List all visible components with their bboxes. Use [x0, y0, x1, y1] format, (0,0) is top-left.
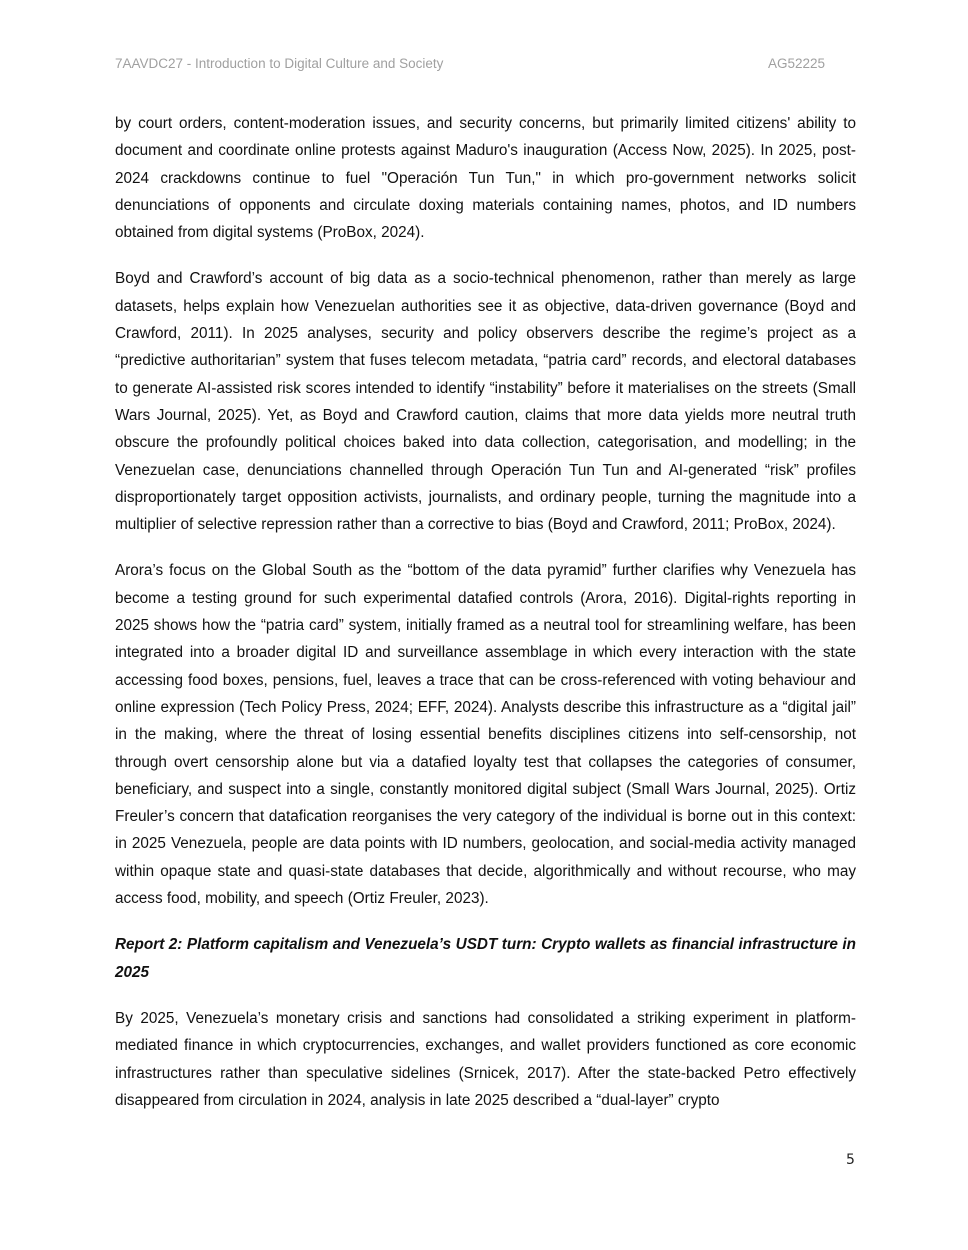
paragraph-continuation: by court orders, content-moderation issues, and security concerns, but primarily limited citizens' ability to document and coordinate online protests against Maduro's inauguration (Access Now, 2025). In 2025, post-2024 crackdowns continue to fuel "Operación Tun Tun," in which pro-government networks solicit denunciations of opponents and circulate doxing materials containing names, photos, and ID numbers obtained from digital systems (ProBox, 2024).	[115, 115, 856, 242]
header-student-id: AG52225	[768, 56, 826, 71]
section-heading-report-2: Report 2: Platform capitalism and Venezuela’s USDT turn: Crypto wallets as financial infrastructure in 2025	[115, 936, 856, 981]
paragraph-boyd-crawford: Boyd and Crawford’s account of big data as a socio-technical phenomenon, rather than merely as large datasets, helps explain how Venezuelan authorities see it as objective, data-driven governance (Boyd and Crawford, 2011). In 2025 analyses, security and policy observers describe the regime’s project as a “predictive authoritarian” system that fuses telecom metadata, “patria card” records, and electoral databases to generate AI-assisted risk scores intended to identify “instability” before it materialises on the streets (Small Wars Journal, 2025). Yet, as Boyd and Crawford caution, claims that more data yields more neutral truth obscure the profoundly political choices baked into data collection, categorisation, and modelling; in the Venezuelan case, denunciations channelled through Operación Tun Tun and AI-generated “risk” profiles disproportionately target opposition activists, journalists, and ordinary people, turning the magnitude into a multiplier of selective repression rather than a corrective to bias (Boyd and Crawford, 2011; ProBox, 2024).	[115, 270, 856, 534]
header-course-title: 7AAVDC27 - Introduction to Digital Culture and Society	[115, 56, 444, 71]
paragraph-report-2-intro: By 2025, Venezuela’s monetary crisis and sanctions had consolidated a striking experiment in platform-mediated finance in which cryptocurrencies, exchanges, and wallet providers functioned as core economic infrastructures rather than speculative sidelines (Srnicek, 2017). After the state-backed Petro effectively disappeared from circulation in 2024, analysis in late 2025 described a “dual-layer” crypto	[115, 1009, 856, 1109]
page-number: 5	[846, 1152, 855, 1168]
paragraph-arora: Arora’s focus on the Global South as the “bottom of the data pyramid” further clarifies why Venezuela has become a testing ground for such experimental datafied controls (Arora, 2016). Digital-rights reporting in 2025 shows how the “patria card” system, initially framed as a neutral tool for streamlining welfare, has been integrated into a broader digital ID and surveillance assemblage in which every interaction with the state accessing food boxes, pensions, fuel, leaves a trace that can be cross-referenced with voting behaviour and online expression (Tech Policy Press, 2024; EFF, 2024). Analysts describe this infrastructure as a “digital jail” in the making, where the threat of losing essential benefits disciplines citizens into self-censorship, not through overt censorship alone but via a datafied loyalty test that collapses the categories of consumer, beneficiary, and suspect into a single, constantly monitored digital subject (Small Wars Journal, 2025). Ortiz Freuler’s concern that datafication reorganises the very category of the individual is borne out in this context: in 2025 Venezuela, people are data points with ID numbers, geolocation, and social-media activity managed within opaque state and quasi-state databases that decide, algorithmically and without recourse, who may access food, mobility, and speech (Ortiz Freuler, 2023).	[115, 562, 856, 908]
document-body	[115, 110, 856, 1133]
